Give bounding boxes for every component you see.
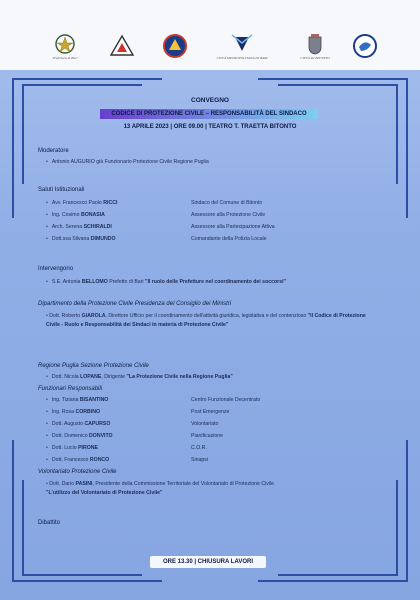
person-role: Assessore alla Partecipazione Attiva: [191, 224, 275, 230]
citta-di-bitonto-logo: CITTÀ DI BITONTO: [298, 30, 332, 62]
person-role: Assessore alla Protezione Civile: [191, 212, 266, 218]
person-title: S.E. Antonia: [51, 279, 81, 285]
frame-left-bottom-2: [22, 480, 24, 575]
protezione-civile-puglia-logo: [158, 30, 192, 62]
person-role: C.O.R.: [191, 445, 207, 451]
moderatore-row: [46, 159, 209, 165]
person-title: Ing. Cosimo: [51, 212, 80, 218]
funzionari-row: [46, 421, 219, 427]
person-title: Dott. Francesco: [51, 457, 89, 463]
closing-badge: ORE 13.30 | CHIUSURA LAVORI: [150, 556, 266, 568]
person-surname: BISANTINO: [79, 397, 109, 403]
funzionari-row: [46, 445, 207, 451]
saluti-heading: Saluti Istituzionali: [38, 187, 85, 193]
bullet-icon: •: [46, 212, 48, 218]
frame-bottom-left: [12, 580, 162, 582]
talk-title: "Il ruolo delle Prefetture nel coordinamento dei soccorsi": [145, 279, 286, 285]
frame-right-bottom: [406, 440, 408, 580]
citta-metropolitana-logo: CITTÀ METROPOLITANA DI BARI: [212, 30, 272, 62]
person-role: , Direttore Ufficio per il coordinamento dell'attività giuridica, legislativa e del contenzioso: [105, 313, 307, 319]
funzionari-row: [46, 409, 230, 415]
saluti-row: [46, 200, 263, 206]
saluti-row: [46, 224, 275, 230]
event-type-title: CONVEGNO: [191, 97, 229, 104]
intervengono-heading: Intervengono: [38, 266, 74, 272]
funzionari-row: [46, 397, 261, 403]
person-title: Arch. Serena: [51, 224, 83, 230]
regione-heading: Regione Puglia Sezione Protezione Civile: [38, 363, 149, 369]
person-title: Dott. Domenico: [51, 433, 88, 439]
person-title: Dott. Dario: [49, 481, 75, 487]
dipartimento-paragraph: [46, 312, 376, 329]
talk-title: "Il Codice di Protezione Civile - Ruolo e Responsabilità dei Sindaci in materia di Protezione Civile": [46, 313, 366, 328]
talk-title: "La Protezione Civile nella Regione Puglia": [126, 374, 233, 380]
bullet-icon: •: [46, 409, 48, 415]
person-role: Sinapsi: [191, 457, 209, 463]
prefettura-logo: Prefettura di Bari: [40, 30, 90, 62]
person-role: , Presidente della Commissione Territoriale del Volontariato di Protezione Civile: [92, 481, 275, 487]
person-surname: BONASIA: [80, 212, 105, 218]
person-surname: DONVITO: [89, 433, 113, 439]
frame-bottom-left-2: [22, 574, 142, 576]
bullet-icon: •: [46, 397, 48, 403]
bullet-icon: •: [46, 433, 48, 439]
person-role: Post Emergenze: [191, 409, 230, 415]
bullet-icon: •: [46, 374, 48, 380]
bullet-icon: •: [46, 481, 48, 487]
person-title: Dott. Nicola: [51, 374, 79, 380]
person-title: Dott. Roberto: [49, 313, 81, 319]
frame-top-left: [12, 78, 162, 80]
saluti-row: [46, 236, 267, 242]
dibattito-heading: Dibattito: [38, 520, 61, 526]
person-surname: RICCI: [103, 200, 118, 206]
regione-puglia-logo: [348, 30, 382, 62]
bullet-icon: •: [46, 445, 48, 451]
bullet-icon: •: [46, 200, 48, 206]
logo-bar: [0, 0, 420, 70]
person-surname: BELLOMO: [81, 279, 108, 285]
person-title: Dott. Augusto: [51, 421, 83, 427]
funzionari-row: [46, 433, 224, 439]
bullet-icon: •: [46, 159, 48, 165]
person-title: Ing. Rosa: [51, 409, 75, 415]
bullet-icon: •: [46, 457, 48, 463]
person-surname: RONCO: [89, 457, 110, 463]
person-role: Sindaco del Comune di Bitonto: [191, 200, 263, 206]
regione-row: [46, 374, 233, 380]
person-role: , Dirigente: [101, 374, 125, 380]
dipartimento-heading: Dipartimento della Protezione Civile Presidenza del Consiglio dei Ministri: [38, 301, 232, 307]
person-surname: PASINI: [75, 481, 93, 487]
person-role: Comandante della Polizia Locale: [191, 236, 267, 242]
volontariato-heading: Volontariato Protezione Civile: [38, 469, 117, 475]
person-surname: CAPURSO: [84, 421, 111, 427]
bullet-icon: •: [46, 313, 48, 319]
frame-top-right: [258, 78, 408, 80]
frame-right-bottom-2: [396, 480, 398, 575]
person-title: Avv. Francesco Paolo: [51, 200, 102, 206]
moderatore-desc: già Funzionario Protezione Civile Regione Puglia: [96, 159, 209, 165]
person-title: Ing. Tiziana: [51, 397, 79, 403]
person-title: Dott. Lucio: [51, 445, 77, 451]
person-surname: PIRONE: [78, 445, 98, 451]
saluti-row: [46, 212, 266, 218]
person-surname: DIMUNDO: [90, 236, 116, 242]
event-date-venue: 13 APRILE 2023 | ORE 09.00 | TEATRO T. TRAETTA BITONTO: [123, 124, 297, 130]
moderatore-heading: Moderatore: [38, 148, 69, 154]
volontariato-paragraph: [46, 480, 376, 497]
frame-top-left-2: [22, 84, 142, 86]
person-surname: SCHIRALDI: [83, 224, 112, 230]
frame-left-bottom: [12, 440, 14, 580]
person-surname: LOPANE: [80, 374, 102, 380]
bullet-icon: •: [46, 279, 48, 285]
person-role: Volontariato: [191, 421, 219, 427]
talk-title: "L'utilizzo del Volontariato di Protezione Civile": [46, 489, 163, 496]
frame-bottom-right: [258, 580, 408, 582]
bullet-icon: •: [46, 236, 48, 242]
person-role: Centro Funzionale Decentrato: [191, 397, 261, 403]
person-title: Dott.ssa Silvana: [51, 236, 90, 242]
person-role: Prefetto di Bari: [109, 279, 144, 285]
funzionari-heading: Funzionari Responsabili: [38, 386, 103, 392]
frame-bottom-right-2: [278, 574, 398, 576]
frame-top-right-2: [278, 84, 398, 86]
intervengono-row: [46, 279, 286, 285]
moderatore-name: Antonio AUGURIO: [51, 159, 95, 165]
person-role: Pianificazione: [191, 433, 224, 439]
funzionari-row: [46, 457, 209, 463]
bullet-icon: •: [46, 421, 48, 427]
protezione-civile-nazionale-logo: [105, 30, 139, 62]
person-surname: GIAROLA: [81, 313, 106, 319]
person-surname: CORBINO: [75, 409, 100, 415]
event-title-band: CODICE DI PROTEZIONE CIVILE – RESPONSABILITÀ DEL SINDACO: [100, 109, 318, 119]
bullet-icon: •: [46, 224, 48, 230]
